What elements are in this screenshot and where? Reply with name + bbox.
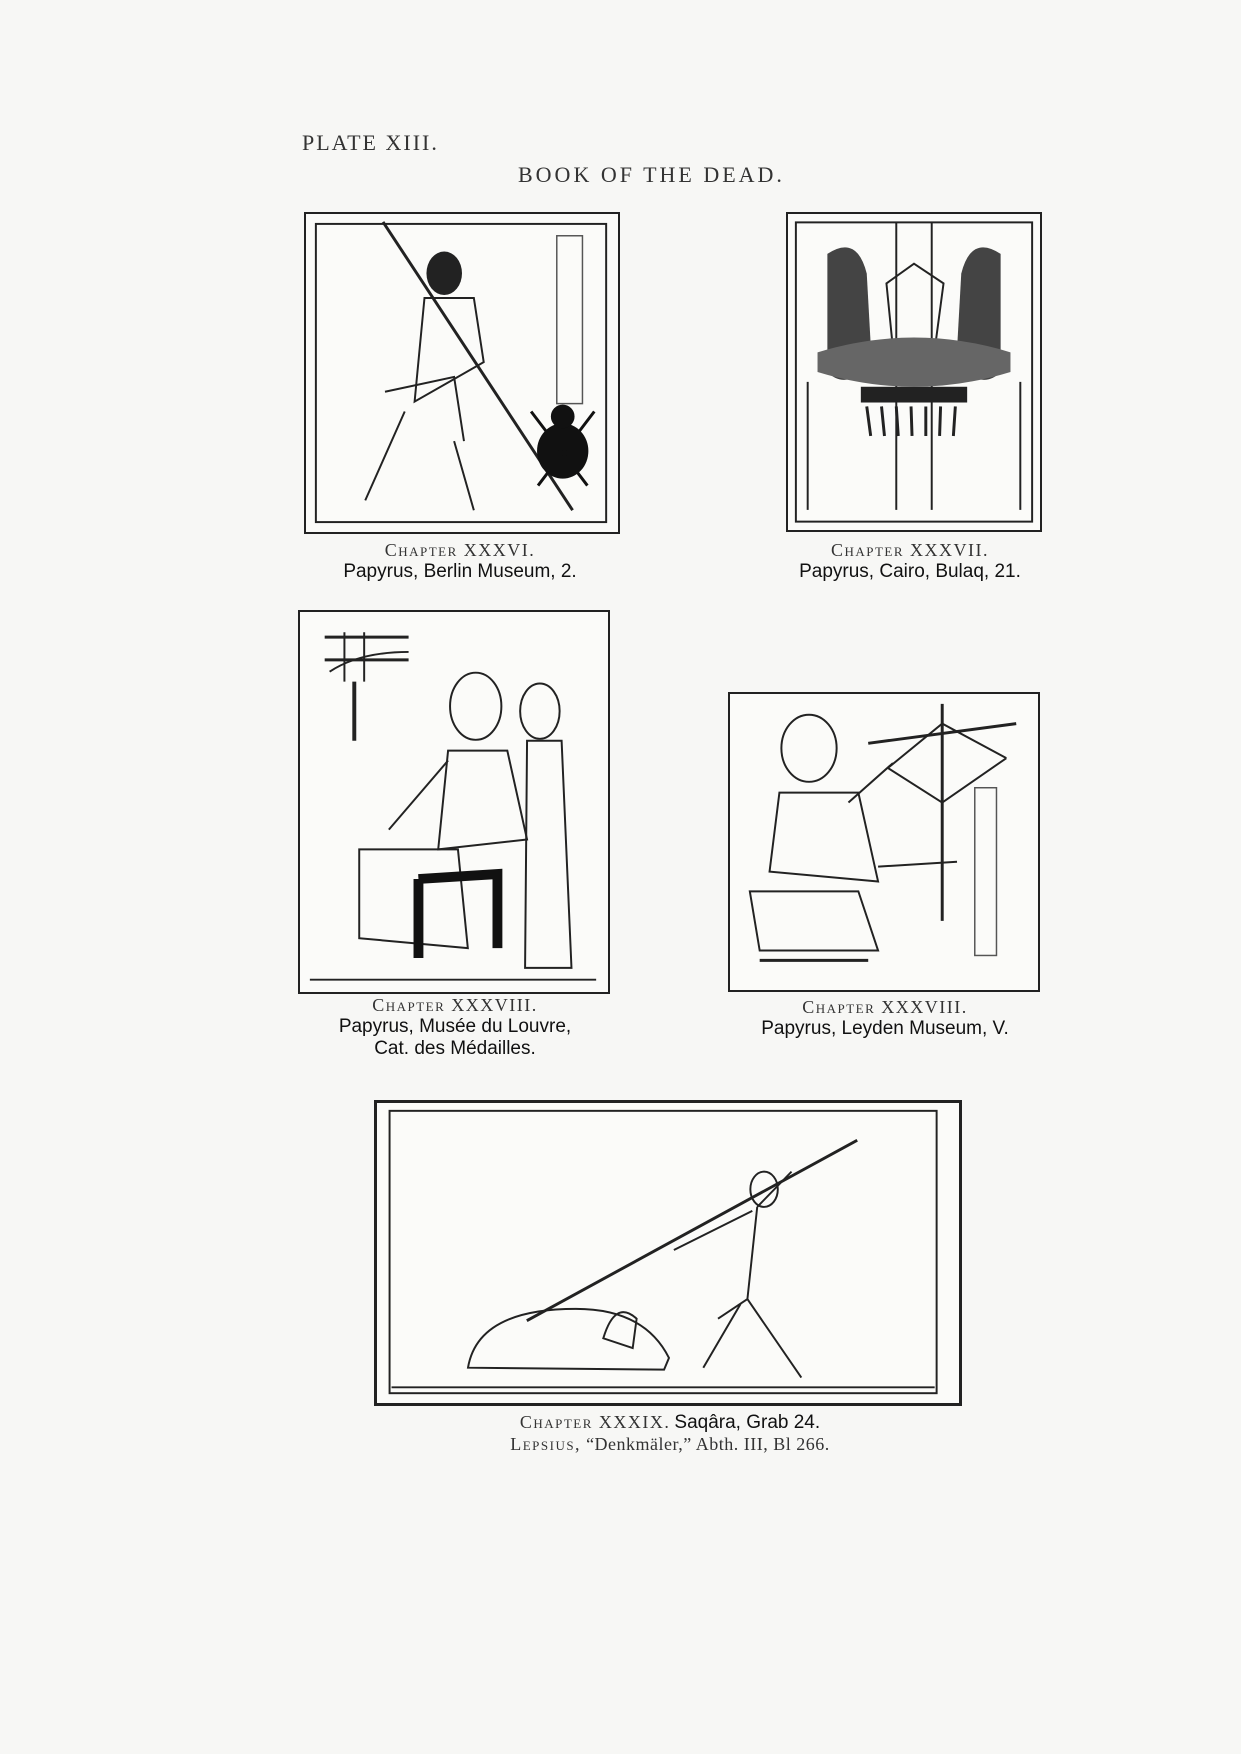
figure-4-chapter: Chapter XXXVIII. <box>802 997 968 1017</box>
spearman-scarab-illustration <box>306 214 618 532</box>
figure-3-caption <box>290 995 620 1059</box>
spearman-animal-illustration <box>377 1103 959 1403</box>
figure-1-frame <box>304 212 620 534</box>
twin-cobras-illustration <box>788 214 1040 530</box>
figure-3-source-line-1: Papyrus, Musée du Louvre, <box>338 1015 572 1037</box>
figure-5-frame <box>374 1100 962 1406</box>
figure-5-caption <box>360 1412 980 1455</box>
plate-title: BOOK OF THE DEAD. <box>518 162 785 187</box>
figure-5-reference-work: “Denkmäler,” Abth. III, Bl 266. <box>586 1433 830 1454</box>
seated-man-woman-illustration <box>300 612 608 992</box>
kneeling-man-balance-illustration <box>730 694 1038 990</box>
figure-5-reference-author: Lepsius, <box>510 1433 582 1454</box>
figure-2-chapter: Chapter XXXVII. <box>830 540 990 560</box>
figure-2-caption <box>750 540 1070 583</box>
figure-5-source: Saqâra, Grab 24. <box>674 1412 821 1433</box>
figure-3-frame <box>298 610 610 994</box>
figure-4-frame <box>728 692 1040 992</box>
figure-4-caption <box>720 997 1050 1040</box>
figure-2-frame <box>786 212 1042 532</box>
figure-3-chapter: Chapter XXXVIII. <box>372 995 538 1015</box>
figure-2-source: Papyrus, Cairo, Bulaq, 21. <box>799 560 1021 582</box>
figure-1-caption <box>290 540 630 583</box>
figure-1-chapter: Chapter XXXVI. <box>384 540 536 560</box>
figure-1-source: Papyrus, Berlin Museum, 2. <box>343 560 577 582</box>
figure-5-chapter: Chapter XXXIX. <box>519 1412 671 1432</box>
plate-number: PLATE XIII. <box>302 130 439 155</box>
figure-3-source-line-2: Cat. des Médailles. <box>374 1037 536 1059</box>
figure-4-source: Papyrus, Leyden Museum, V. <box>761 1017 1009 1039</box>
